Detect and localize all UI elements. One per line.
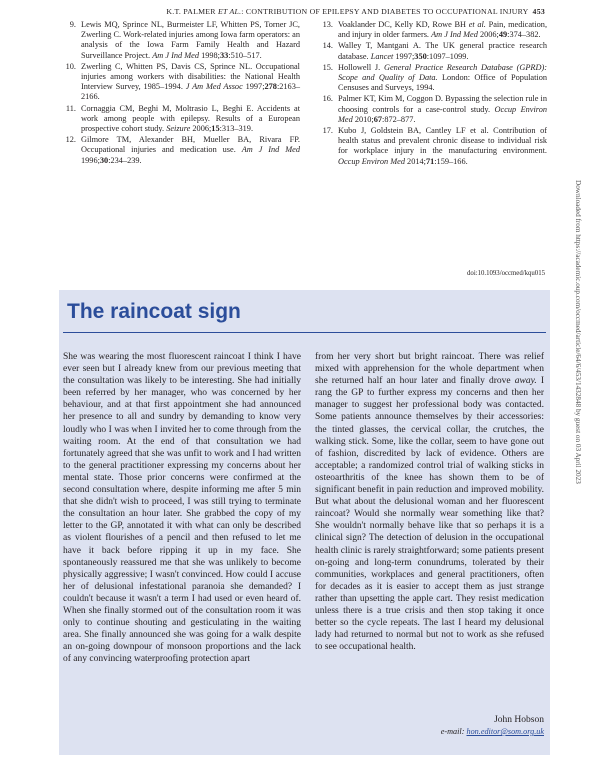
reference-item: [60, 135, 300, 166]
running-head-authors: K.T. PALMER: [166, 7, 218, 16]
reference-number: 16.: [322, 94, 333, 104]
box-column-right: [315, 351, 544, 653]
running-head-title: : CONTRIBUTION OF EPILEPSY AND DIABETES TO OCCUPATIONAL INJURY: [241, 7, 529, 16]
references-left-column: [60, 20, 300, 167]
reference-item: [60, 62, 300, 103]
reference-text: Cornaggia CM, Beghi M, Moltrasio L, Beghi E. Accidents at work among people with epilepsy. Results of a European prospective cohort study. Seizure 2006;15:313–319.: [81, 103, 300, 134]
doi-line: doi:10.1093/occmed/kqu015: [467, 270, 545, 277]
running-head: [150, 7, 545, 16]
reference-item: [60, 104, 300, 135]
body-text: I rang the GP to further express my concerns and then her manager to suggest her professional body was contacted. Some patients announce themselves by their accessories: the tinted glasses, the cervical collar, the crutches, the walking stick. Some, like the collar, seem to have gone out of fashion, discredited by lack of evidence. Others are acceptable; a randomized control trial of walking sticks in osteoarthritis of the knee has shown them to be of significant benefit in pain reduction and improved mobility. But what about the delusional woman and her fluorescent raincoat? Would she normally wear something like that? She wouldn't normally behave like that so perhaps it is a clinical sign? The detection of delusion in the occupational health clinic is rarely straightforward; some patients present on-going and long-term conundrums, tolerated by their communities, workplaces and general practitioners, often for decades as it is easier to accept them as just strange rather than upsetting the apple cart. They resist medication unless there is a true crisis and then stop taking it once better so the cycle repeats. The last I heard my delusional lady had returned to normal but not to work as she refused to see occupational health.: [315, 376, 545, 653]
download-watermark: [574, 180, 592, 610]
reference-text: Walley T, Mantgani A. The UK general practice research database. Lancet 1997;350:1097–1099.: [338, 41, 547, 61]
reference-text: Voaklander DC, Kelly KD, Rowe BH et al. Pain, medication, and injury in older farmers. Am J Ind Med 2006;49:374–382.: [338, 20, 548, 40]
reference-number: 11.: [65, 103, 76, 113]
box-title: The raincoat sign: [67, 300, 241, 323]
box-column-left: [63, 351, 301, 665]
reference-text: Kubo J, Goldstein BA, Cantley LF et al. Contribution of health status and prevalent chronic disease to individual risk for workplace injury in the manufacturing environment. Occup Environ Med 2014;71:159–166.: [338, 126, 547, 166]
running-head-etal: ET AL.: [217, 7, 242, 16]
reference-item: [60, 20, 300, 61]
page-number: 453: [532, 7, 545, 16]
download-watermark-text: Downloaded from https://academic.oup.com/occmed/article/64/6/453/1432848 by guest on 03 April 2023: [574, 180, 582, 484]
reference-number: 12.: [65, 135, 76, 145]
reference-text: Gilmore TM, Alexander BH, Mueller BA, Rivara FP. Occupational injuries and medication use. Am J Ind Med 1996;30:234–239.: [81, 135, 300, 165]
reference-number: 17.: [322, 126, 333, 136]
body-text: She was wearing the most fluorescent raincoat I think I have ever seen but I already knew from our previous meeting that the consultation was likely to be interesting. She had initially been referred by her manager, who was concerned by her behaviour, and at that first appointment she had announced her presence to all and sundry by demanding to know very loudly who I was when I invited her to come through from the waiting room. At the end of that consultation we had fortunately agreed that she was unfit to work and I had written to the general practitioner expressing my concerns about her mental state. Those prior concerns were confirmed at the second consultation where, despite informing me after 5 min that she didn't wish to proceed, I was still trying to terminate the consultation an hour later. She grabbed the copy of my letter to the GP, annotated it with what can only be described as violent flourishes of a pencil and then refused to let me have it back before ripping it up in my face. She spontaneously reassured me that she was unlikely to become physically aggressive; I wasn't convinced. How could I accuse her of delusional infestational paranoia she demanded? I couldn't because it wasn't a term I had used or even heard of. When she finally stormed out of the consultation room it was only to continue shouting and gesticulating in the waiting area. She finally announced she was going for a walk despite an on-going downpour of monsoon proportions and the lack of any convincing waterproofing protection apart: [63, 352, 301, 665]
reference-item: [317, 63, 547, 94]
body-text: from her very short but bright raincoat. There was relief mixed with apprehension for the whole department when she returned half an hour later and finally drove: [315, 352, 544, 387]
reference-text: Zwerling C, Whitten PS, Davis CS, Sprince NL. Occupational injuries among workers with disabilities: the National Health Interview Survey, 1985–1994. J Am Med Assoc 1997;278:2163–2166.: [81, 61, 301, 102]
reference-text: Lewis MQ, Sprince NL, Burmeister LF, Whitten PS, Torner JC, Zwerling C. Work-related injuries among Iowa farm operators: an analysis of the Iowa Farm Family Health and Hazard Surveillance Project. Am J Ind Med 1998;33:510–517.: [81, 20, 300, 60]
reference-number: 14.: [322, 41, 333, 51]
reference-number: 15.: [322, 62, 333, 72]
author-name: John Hobson: [494, 715, 544, 725]
reference-text: Palmer KT, Kim M, Coggon D. Bypassing the selection rule in choosing controls for a case-control study. Occup Environ Med 2010;67:872–877.: [338, 94, 547, 124]
author-signature: [441, 715, 544, 737]
author-email: e-mail: hon.editor@som.org.uk: [440, 727, 544, 736]
reference-text: Hollowell J. General Practice Research Database (GPRD): Scope and Quality of Data. London: Office of Population Censuses and Surveys, 1994.: [338, 62, 548, 93]
reference-number: 10.: [65, 61, 76, 71]
raincoat-sign-box: [59, 290, 550, 755]
reference-number: 13.: [322, 20, 333, 29]
reference-item: [317, 41, 547, 61]
body-text-italic: away.: [514, 376, 537, 387]
reference-item: [317, 94, 547, 125]
reference-number: 9.: [69, 20, 76, 29]
title-rule: [63, 332, 546, 333]
reference-item: [317, 126, 547, 167]
references-right-column: [317, 20, 547, 168]
reference-item: [317, 20, 547, 40]
email-link[interactable]: hon.editor@som.org.uk: [466, 727, 544, 736]
